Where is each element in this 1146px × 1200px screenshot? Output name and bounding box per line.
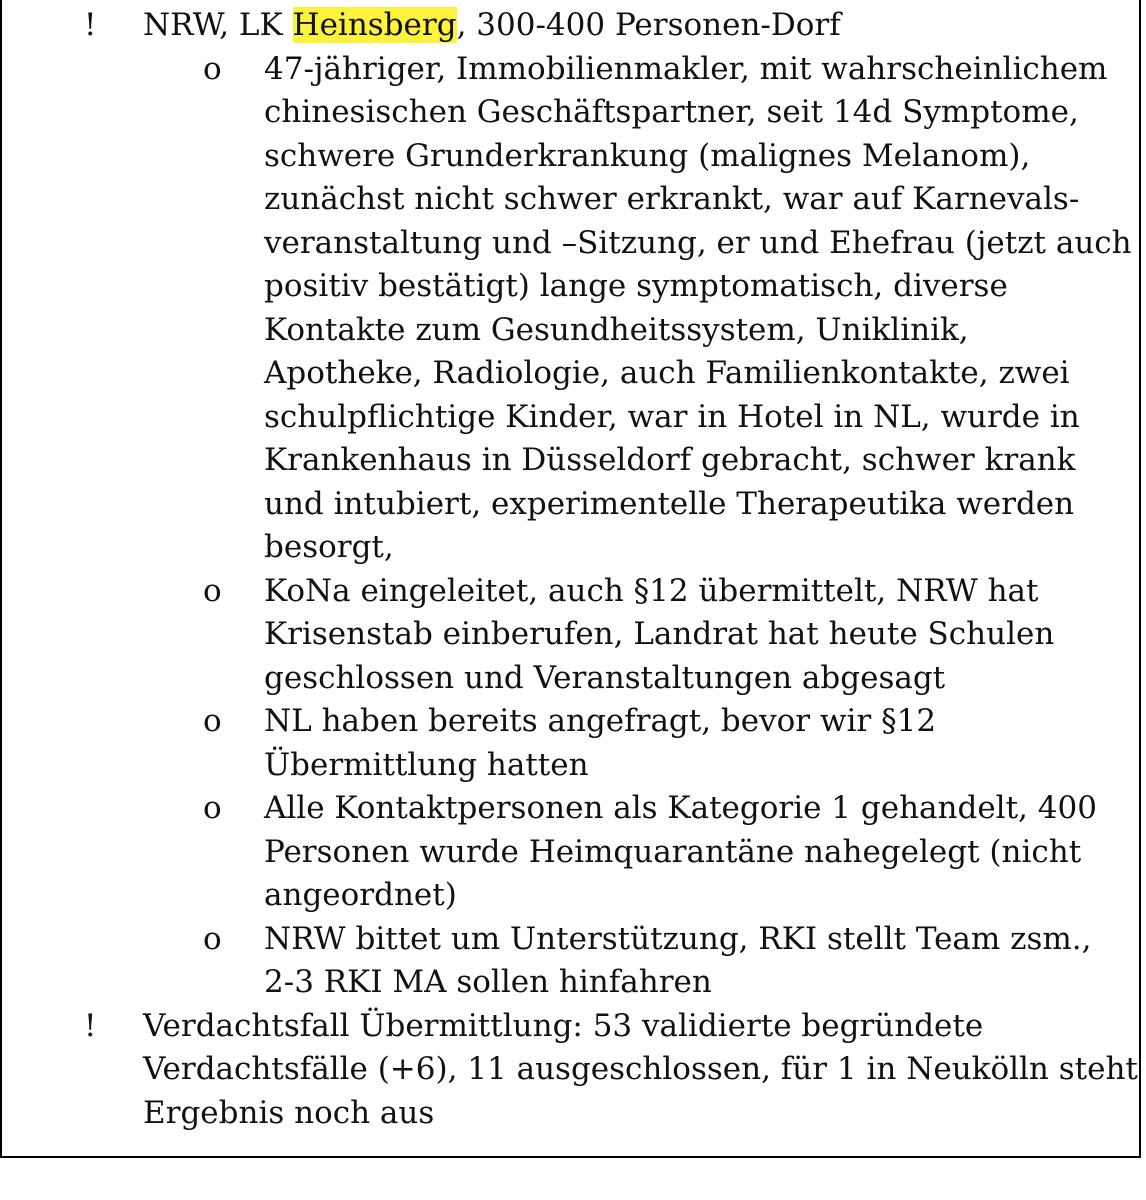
text-line: angeordnet) xyxy=(264,877,457,913)
bullet-item-verdachtsfall xyxy=(0,1005,1141,1136)
sub-item-patient-details xyxy=(0,48,1141,570)
sub-item-kona xyxy=(0,570,1141,701)
bullet-item-nrw xyxy=(0,4,1141,48)
text-line: Verdachtsfälle (+6), 11 ausgeschlossen, für 1 in Neukölln steht xyxy=(143,1051,1138,1087)
text-line: Apotheke, Radiologie, auch Familienkontakte, zwei xyxy=(264,355,1070,391)
sub-item-contacts xyxy=(0,787,1141,918)
text-line: Ergebnis noch aus xyxy=(143,1094,435,1131)
item-prefix: NRW, LK xyxy=(143,7,293,43)
sub-item-support xyxy=(0,918,1141,1005)
bullet-marker: ! xyxy=(84,7,97,43)
text-line: Krankenhaus in Düsseldorf gebracht, schwer krank xyxy=(264,442,1076,478)
text-line: besorgt, xyxy=(264,529,394,565)
text-line: chinesischen Geschäftspartner, seit 14d Symptome, xyxy=(264,94,1079,130)
text-line: positiv bestätigt) lange symptomatisch, diverse xyxy=(264,268,1008,304)
text-line: NRW bittet um Unterstützung, RKI stellt Team zsm., xyxy=(264,920,1092,957)
text-line: und intubiert, experimentelle Therapeutika werden xyxy=(264,485,1075,522)
text-line: NL haben bereits angefragt, bevor wir §12 xyxy=(264,703,937,739)
sub-bullet-marker: o xyxy=(203,703,222,739)
sub-bullet-marker: o xyxy=(203,920,222,957)
bullet-marker: ! xyxy=(84,1007,97,1044)
text-line: Kontakte zum Gesundheitssystem, Uniklinik, xyxy=(264,311,969,348)
text-line: Personen wurde Heimquarantäne nahegelegt (nicht xyxy=(264,833,1082,870)
text-line: geschlossen und Veranstaltungen abgesagt xyxy=(264,659,946,696)
text-line: KoNa eingeleitet, auch §12 übermittelt, NRW hat xyxy=(264,572,1039,609)
sub-bullet-marker: o xyxy=(203,572,222,609)
text-line: schulpflichtige Kinder, war in Hotel in NL, wurde in xyxy=(264,398,1080,435)
highlighted-text: Heinsberg xyxy=(292,7,457,43)
document-content xyxy=(0,4,1141,1135)
text-line: veranstaltung und –Sitzung, er und Ehefrau (jetzt auch xyxy=(264,224,1132,261)
text-line: schwere Grunderkrankung (malignes Melanom), xyxy=(264,137,1031,174)
text-line: 47-jähriger, Immobilienmakler, mit wahrscheinlichem xyxy=(264,50,1108,87)
text-line: zunächst nicht schwer erkrankt, war auf Karnevals- xyxy=(264,181,1080,217)
text-line: 2-3 RKI MA sollen hinfahren xyxy=(264,964,712,1000)
sub-bullet-marker: o xyxy=(203,790,222,826)
sub-bullet-marker: o xyxy=(203,50,222,87)
text-line: Alle Kontaktpersonen als Kategorie 1 gehandelt, 400 xyxy=(264,790,1097,826)
item-suffix: , 300-400 Personen-Dorf xyxy=(456,7,841,43)
text-line: Übermittlung hatten xyxy=(264,746,589,783)
text-line: Krisenstab einberufen, Landrat hat heute Schulen xyxy=(264,616,1055,652)
sub-item-nl-request xyxy=(0,700,1141,787)
text-line: Verdachtsfall Übermittlung: 53 validierte begründete xyxy=(143,1007,984,1044)
